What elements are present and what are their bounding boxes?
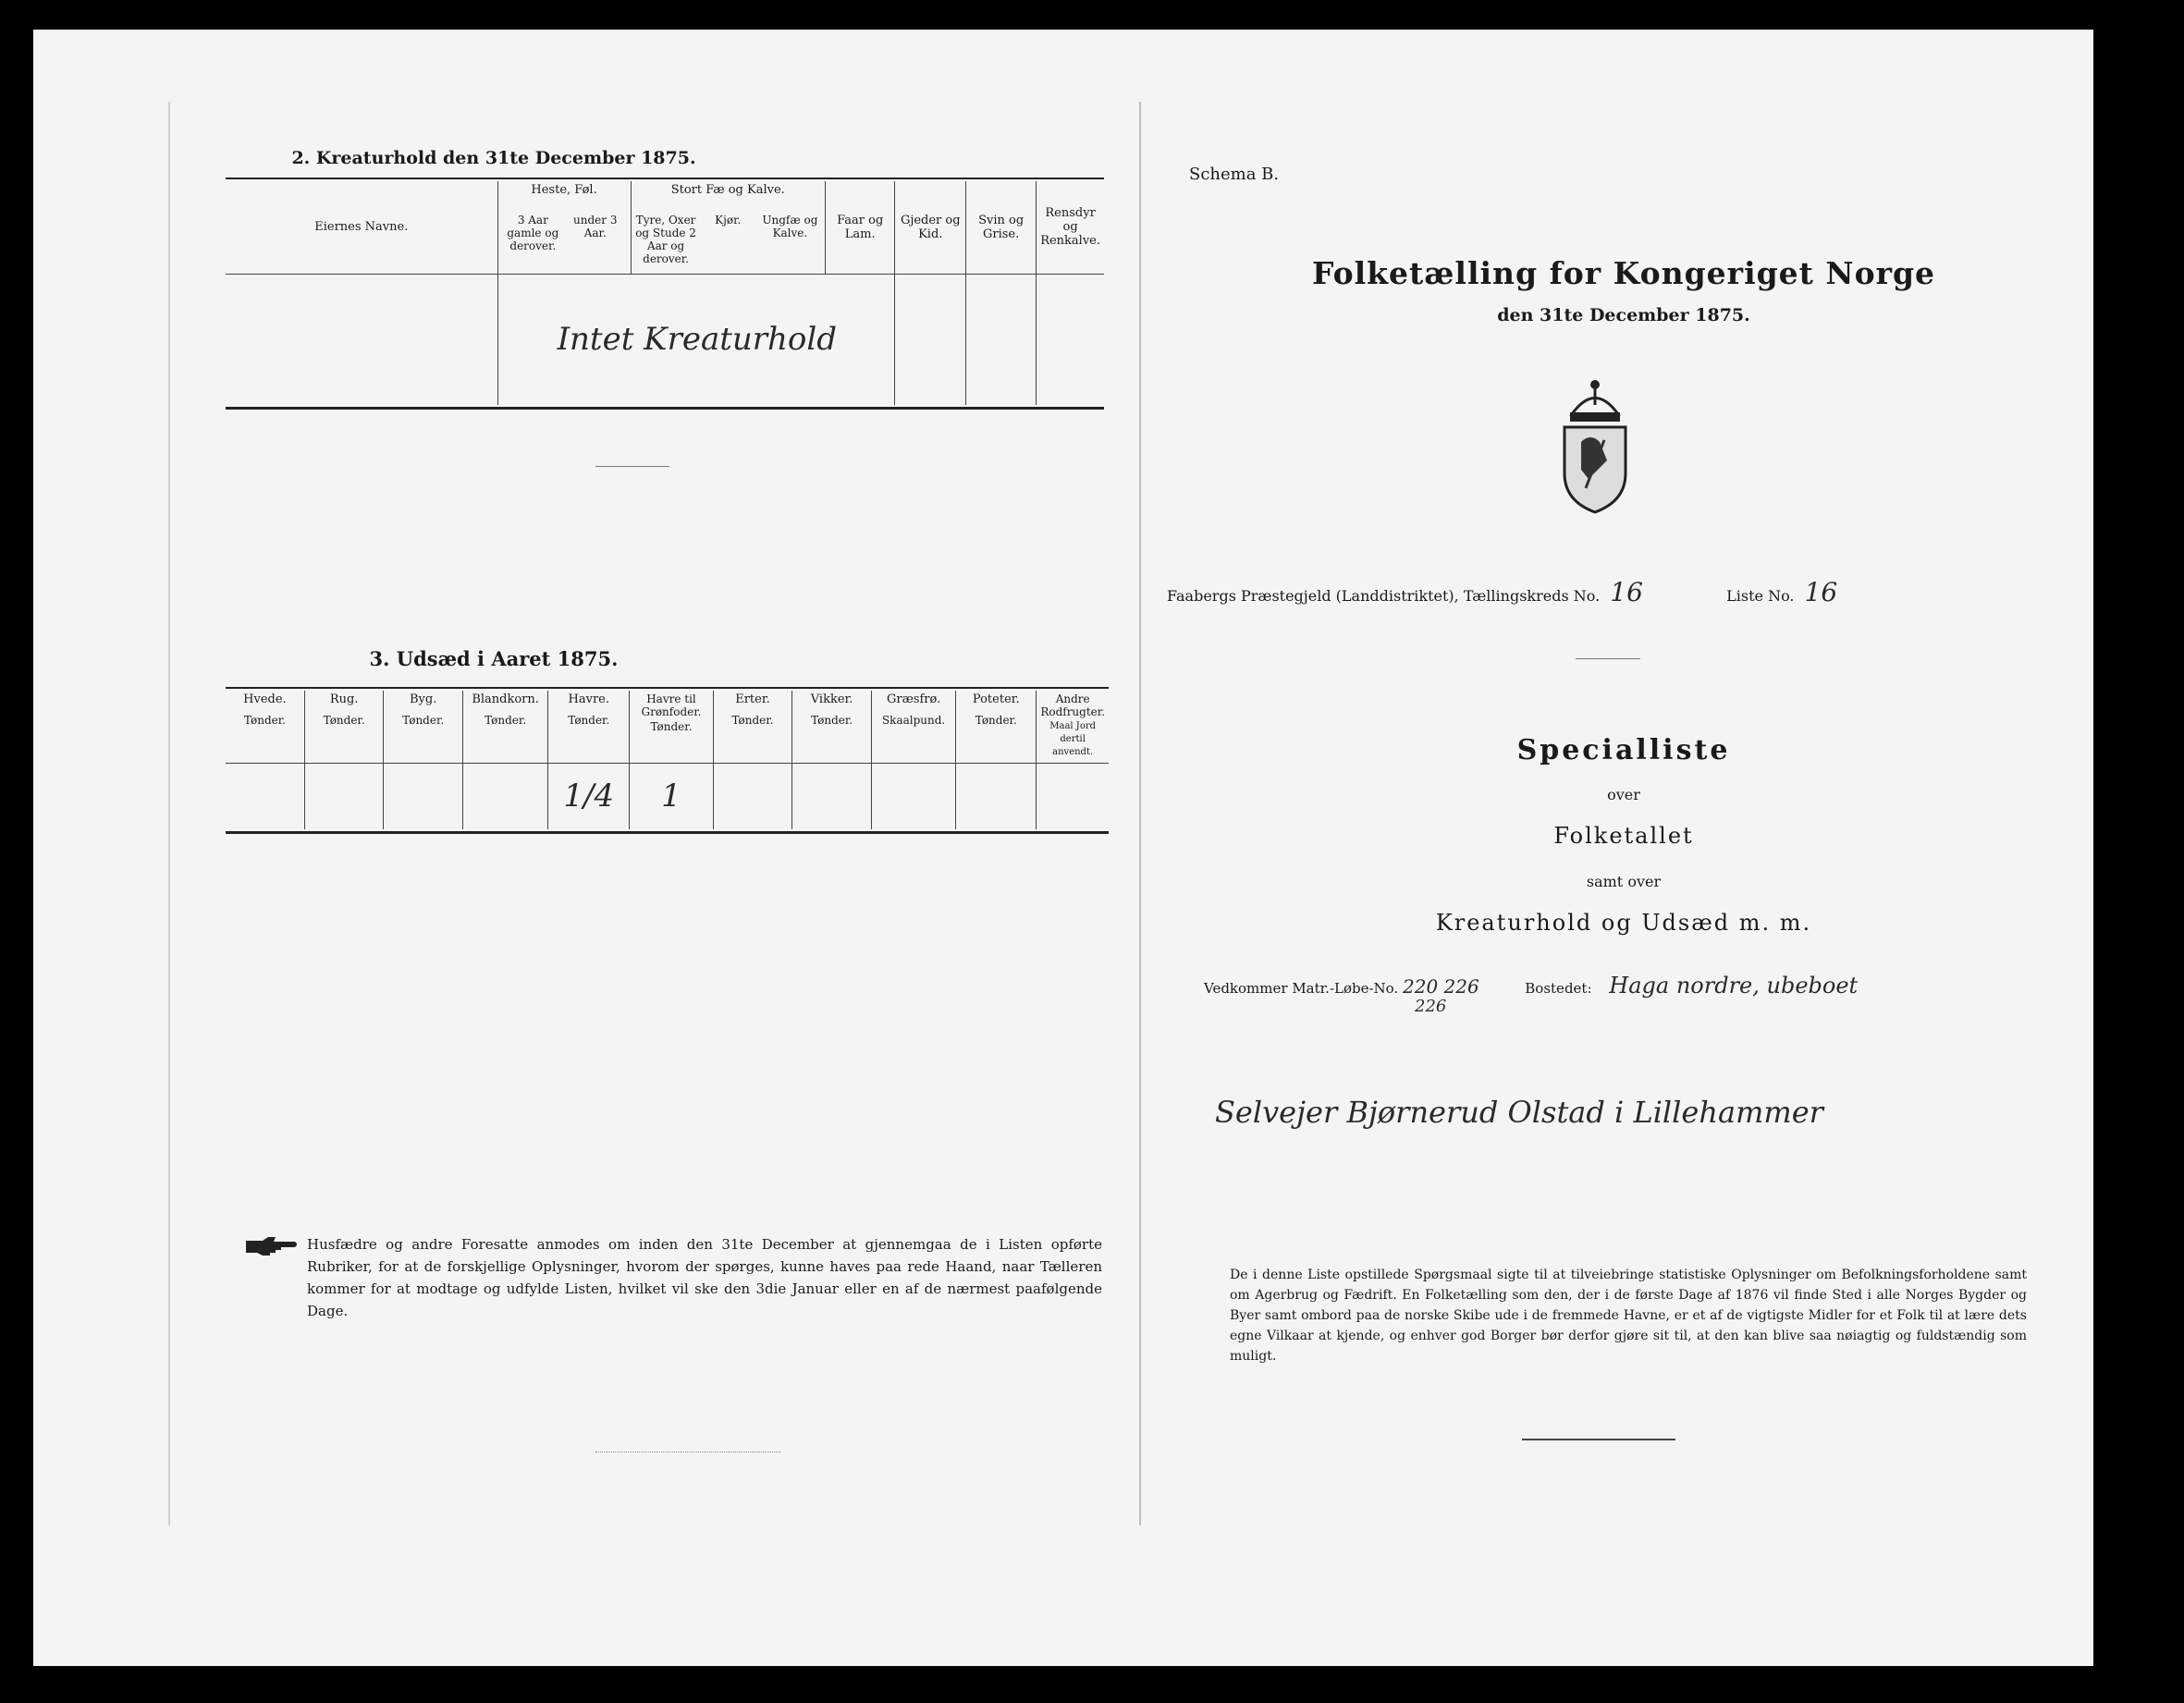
right-page: [1139, 102, 2106, 1525]
separator: [595, 466, 669, 467]
sowing-value-10: [1037, 763, 1109, 829]
sowing-header-2: Byg.: [409, 692, 437, 706]
sowing-value-8: [871, 763, 955, 829]
sheep-header: Faar og Lam.: [825, 181, 895, 274]
over-label: over: [1607, 786, 1640, 803]
cattle-sub2: Kjør.: [715, 214, 742, 227]
parish-label: Faabergs Præstegjeld (Landdistriktet), Tællingskreds No.: [1167, 587, 1601, 605]
matr-label: Vedkommer Matr.-Løbe-No.: [1204, 980, 1399, 997]
livestock-entry: Intet Kreaturhold: [557, 321, 838, 359]
sowing-unit-7: Tønder.: [811, 714, 853, 727]
horses-header: Heste, Føl.: [531, 183, 597, 197]
sowing-value-7: [792, 763, 872, 829]
sowing-value-0: [226, 763, 304, 829]
matr-value: 220 226: [1403, 975, 1479, 998]
sowing-header-1: Rug.: [329, 692, 359, 706]
table-top-rule: [226, 178, 1104, 179]
sowing-header-7: Vikker.: [810, 692, 853, 706]
sowing-top-rule: [226, 687, 1109, 689]
footer-text: De i denne Liste opstillede Spørgsmaal sigte til at tilveiebringe statistiske Oplysninger om Befolkningsforholdene samt om Agerbrug og Fædrift. En Folketælling som den, der i de første Dage af 1876 vil finde Sted i alle Norges Bygder og Byer samt ombord paa de norske Skibe ude i de fremmede Havne, er et af de vigtigste Midler for et Folk til at lære dets egne Vilkaar at kjende, og enhver god Borger bør derfor gjøre sit til, at den kan blive saa nøiagtig og fuldstændig som muligt.: [1230, 1268, 2027, 1364]
left-page: [168, 102, 1141, 1525]
matr-value-2: 226: [1415, 997, 1447, 1016]
liste-number: 16: [1804, 577, 1838, 607]
owner-header: Eiernes Navne.: [314, 220, 409, 235]
pointing-hand-icon: [244, 1235, 300, 1259]
cattle-sub1: Tyre, Oxer og Stude 2 Aar og derover.: [635, 214, 696, 265]
census-date: den 31te December 1875.: [1497, 305, 1750, 325]
pigs-header: Svin og Grise.: [966, 181, 1037, 274]
table-bottom-rule: [226, 407, 1104, 410]
sowing-table: [226, 691, 1109, 829]
document-sheet: [33, 30, 2093, 1666]
footer-separator: [1522, 1439, 1675, 1440]
sowing-header-6: Erter.: [735, 692, 770, 706]
section3-title: 3. Udsæd i Aaret 1875.: [369, 647, 619, 670]
sowing-value-havre-gronfoder: 1: [630, 763, 713, 829]
norwegian-coat-of-arms-icon: [1553, 377, 1637, 516]
reindeer-header: Rensdyr og Renkalve.: [1037, 181, 1104, 274]
bostedet-label: Bostedet:: [1525, 980, 1592, 997]
handwritten-owner-line: Selvejer Bjørnerud Olstad i Lillehammer: [1215, 1095, 1823, 1130]
sowing-header-10: Andre Rodfrugter.: [1040, 692, 1105, 718]
sowing-header-3: Blandkorn.: [472, 692, 539, 706]
kreds-number: 16: [1610, 577, 1643, 607]
sowing-header-0: Hvede.: [243, 692, 287, 706]
sowing-header-8: Græsfrø.: [886, 692, 941, 706]
sowing-value-2: [384, 763, 463, 829]
sowing-unit-2: Tønder.: [402, 714, 445, 727]
notice-text: Husfædre og andre Foresatte anmodes om inden den 31te December at gjennemgaa de i Listen opførte Rubriker, for at de forskjellige Oplysninger, hvorom der spørges, kunne haves paa rede Haand, naar Tælleren kommer for at modtage og udfylde Listen, hvilket vil ske den 3die Januar eller en af de nærmest paafølgende Dage.: [307, 1236, 1102, 1319]
folketallet-label: Folketallet: [1553, 823, 1694, 849]
sowing-unit-6: Tønder.: [731, 714, 774, 727]
goats-header: Gjeder og Kid.: [895, 181, 966, 274]
cattle-header: Stort Fæ og Kalve.: [670, 183, 785, 197]
sowing-value-1: [304, 763, 384, 829]
section2-title: 2. Kreaturhold den 31te December 1875.: [291, 148, 696, 168]
parish-line: [1167, 577, 1837, 607]
sowing-unit-8: Skaalpund.: [881, 714, 946, 727]
schema-label: Schema B.: [1189, 165, 1280, 184]
bostedet-value: Haga nordre, ubeboet: [1609, 973, 1859, 999]
livestock-table: [226, 181, 1104, 405]
sowing-value-6: [713, 763, 792, 829]
samt-over-label: samt over: [1586, 873, 1662, 890]
sowing-header-5: Havre til Grønfoder.: [641, 692, 702, 718]
specialliste-title: Specialliste: [1516, 734, 1731, 766]
matr-line: [1204, 973, 1858, 999]
sowing-value-3: [462, 763, 547, 829]
liste-label: Liste No.: [1726, 587, 1795, 605]
sowing-unit-4: Tønder.: [568, 714, 610, 727]
sowing-unit-5: Tønder.: [650, 720, 693, 733]
horses-sub1: 3 Aar gamle og derover.: [507, 214, 559, 252]
sowing-value-havre: 1/4: [548, 763, 630, 829]
sowing-header-9: Poteter.: [972, 692, 1020, 706]
sowing-header-4: Havre.: [568, 692, 610, 706]
cattle-sub3: Ungfæ og Kalve.: [762, 214, 818, 239]
census-title: Folketælling for Kongeriget Norge: [1311, 255, 1936, 291]
sowing-unit-1: Tønder.: [323, 714, 365, 727]
sowing-unit-9: Tønder.: [975, 714, 1017, 727]
sowing-unit-10: Maal Jord dertil anvendt.: [1049, 721, 1097, 757]
separator-right: [1576, 658, 1640, 659]
kreaturhold-label: Kreaturhold og Udsæd m. m.: [1435, 910, 1812, 936]
sowing-bottom-rule: [226, 831, 1109, 834]
sowing-unit-0: Tønder.: [243, 714, 286, 727]
sowing-unit-3: Tønder.: [485, 714, 527, 727]
sowing-value-9: [956, 763, 1037, 829]
horses-sub2: under 3 Aar.: [573, 214, 618, 239]
